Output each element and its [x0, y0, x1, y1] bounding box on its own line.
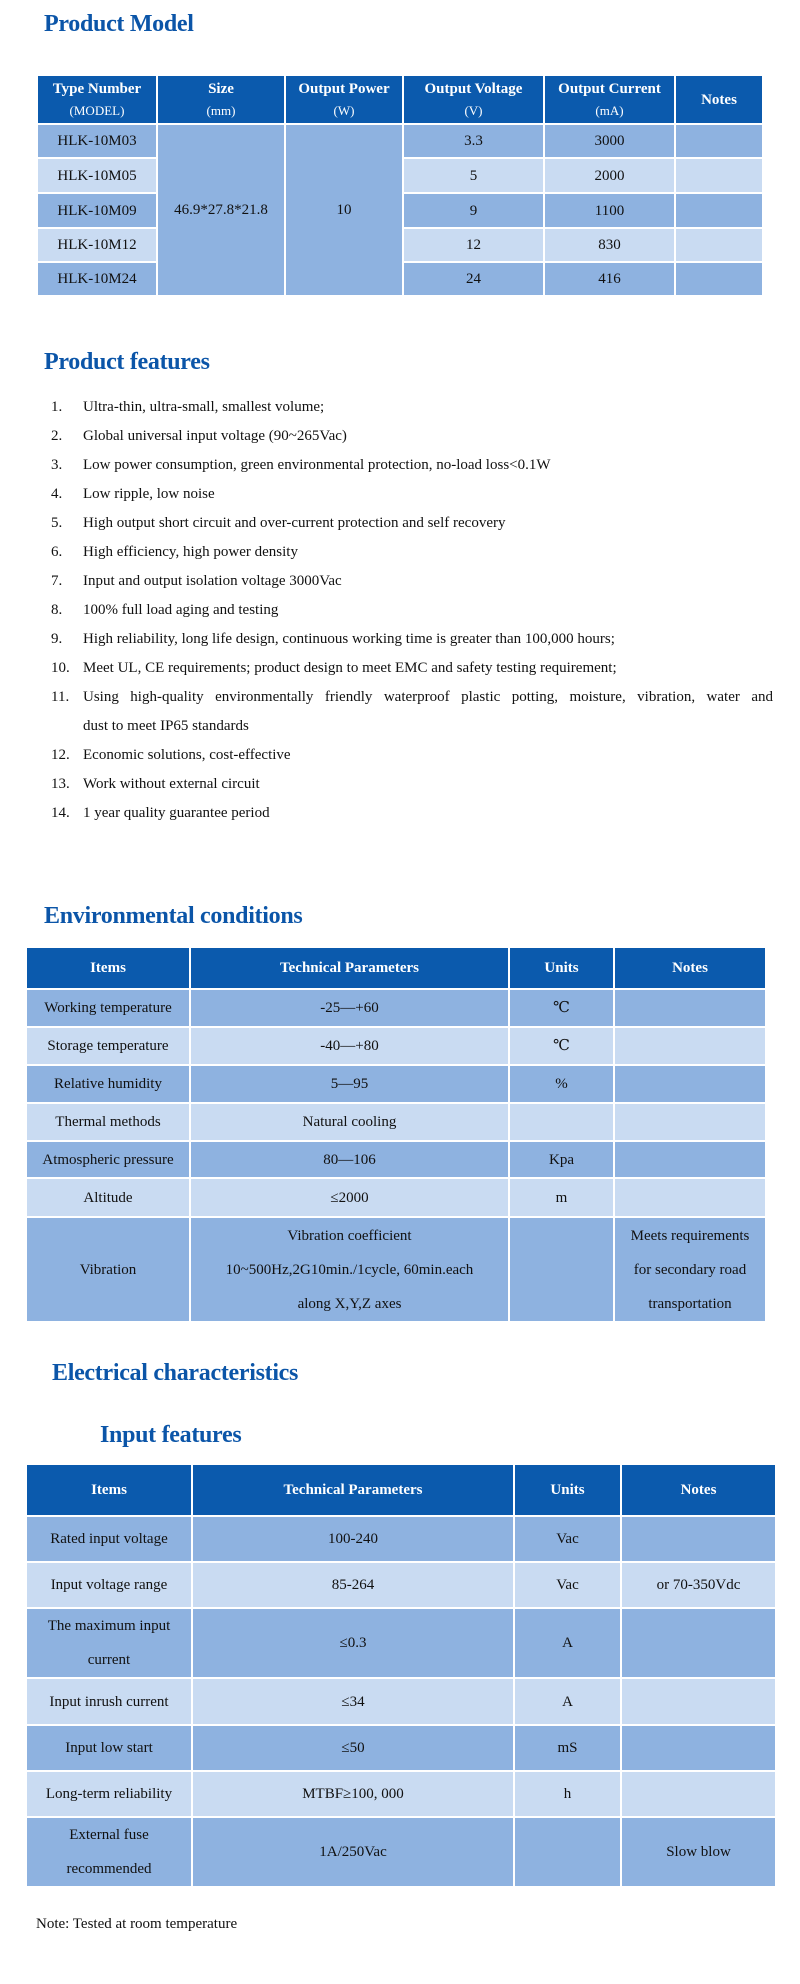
- header-label: Output Power: [298, 80, 390, 97]
- item-cell: [26, 1217, 190, 1322]
- feature-number: 8.: [51, 602, 63, 618]
- table-header-cell: [37, 75, 157, 124]
- model-cell: [37, 228, 157, 262]
- table-header-cell: [544, 75, 675, 124]
- unit-cell: [509, 989, 614, 1027]
- cell-text: ℃: [553, 1000, 570, 1016]
- cell-text: 46.9*27.8*21.8: [174, 202, 268, 218]
- cell-text: Working temperature: [44, 1000, 172, 1016]
- notes-cell: [614, 1103, 766, 1141]
- item-cell: [26, 1608, 192, 1678]
- item-cell: [26, 1562, 192, 1608]
- model-cell: [37, 193, 157, 228]
- cell-text: Items: [90, 960, 126, 976]
- notes-cell: [675, 193, 763, 228]
- table-header-cell: [675, 75, 763, 124]
- size-cell: [157, 124, 285, 296]
- header-label: Output Current: [558, 80, 661, 97]
- cell-text: -25—+60: [320, 1000, 379, 1016]
- parameter-cell: [190, 1027, 509, 1065]
- cell-text: transportation: [648, 1295, 732, 1312]
- item-cell: [26, 1178, 190, 1217]
- voltage-cell: [403, 262, 544, 296]
- item-cell: [26, 1516, 192, 1562]
- notes-cell: [614, 1065, 766, 1103]
- unit-cell: [509, 1027, 614, 1065]
- cell-text: mS: [557, 1740, 578, 1756]
- cell-text: Storage temperature: [47, 1038, 169, 1054]
- table-header-cell: [26, 1464, 192, 1516]
- cell-text: HLK-10M03: [57, 133, 137, 149]
- cell-text: HLK-10M05: [57, 167, 137, 184]
- cell-text: Vibration: [79, 1261, 137, 1278]
- cell-text: current: [87, 1652, 131, 1668]
- notes-cell: [621, 1608, 776, 1678]
- cell-text: HLK-10M24: [57, 271, 137, 287]
- item-cell: [26, 1103, 190, 1141]
- cell-text: 416: [598, 271, 621, 287]
- cell-text: Kpa: [549, 1151, 574, 1168]
- cell-text: Notes: [680, 1482, 717, 1498]
- cell-text: 85-264: [331, 1577, 375, 1593]
- cell-text: A: [562, 1693, 573, 1710]
- item-cell: [26, 1678, 192, 1725]
- unit-cell: [514, 1678, 621, 1725]
- feature-text: Meet UL, CE requirements; product design to meet EMC and safety testing requirement;: [83, 660, 617, 676]
- cell-text: 12: [466, 237, 481, 253]
- cell-text: Vibration coefficient: [287, 1227, 412, 1244]
- cell-text: HLK-10M09: [57, 202, 137, 219]
- parameter-cell: [190, 1065, 509, 1103]
- subsection-title-input-features: Input features: [100, 1422, 242, 1448]
- feature-text: Global universal input voltage (90~265Vac): [83, 428, 347, 444]
- notes-cell: [614, 1141, 766, 1178]
- cell-text: ≤34: [341, 1693, 365, 1710]
- header-unit: (V): [464, 102, 483, 118]
- cell-text: Thermal methods: [55, 1114, 161, 1130]
- cell-text: Altitude: [83, 1189, 133, 1206]
- voltage-cell: [403, 228, 544, 262]
- feature-number: 2.: [51, 428, 63, 444]
- cell-text: Units: [550, 1482, 585, 1498]
- model-cell: [37, 124, 157, 158]
- feature-number: 3.: [51, 457, 63, 473]
- unit-cell: [509, 1141, 614, 1178]
- item-cell: [26, 1027, 190, 1065]
- section-title-product-features: Product features: [44, 349, 210, 375]
- cell-text: A: [562, 1635, 573, 1651]
- table-header-cell: [403, 75, 544, 124]
- parameter-cell: [190, 1141, 509, 1178]
- cell-text: m: [555, 1189, 568, 1206]
- feature-number: 9.: [51, 631, 63, 647]
- footnote: Note: Tested at room temperature: [36, 1916, 238, 1932]
- cell-text: recommended: [66, 1861, 152, 1877]
- unit-cell: [514, 1771, 621, 1817]
- cell-text: MTBF≥100, 000: [302, 1786, 404, 1802]
- notes-cell: [621, 1516, 776, 1562]
- cell-text: %: [555, 1076, 568, 1092]
- header-unit: (W): [333, 102, 355, 118]
- unit-cell: [514, 1608, 621, 1678]
- cell-text: -40—+80: [320, 1038, 379, 1054]
- current-cell: [544, 193, 675, 228]
- cell-text: 3.3: [464, 133, 483, 149]
- cell-text: 24: [466, 271, 481, 287]
- header-unit: (mm): [206, 102, 236, 118]
- notes-cell: [675, 124, 763, 158]
- table-header-cell: [190, 947, 509, 989]
- cell-text: Relative humidity: [54, 1076, 162, 1092]
- feature-text: Using high-quality environmentally friendly waterproof plastic potting, moisture, vibration, water and: [83, 689, 773, 705]
- model-cell: [37, 158, 157, 193]
- feature-text: dust to meet IP65 standards: [83, 718, 249, 734]
- feature-number: 12.: [51, 747, 70, 763]
- unit-cell: [509, 1103, 614, 1141]
- header-label: Notes: [701, 91, 737, 108]
- current-cell: [544, 262, 675, 296]
- notes-cell: [621, 1678, 776, 1725]
- unit-cell: [514, 1562, 621, 1608]
- notes-cell: [621, 1771, 776, 1817]
- cell-text: HLK-10M12: [57, 237, 137, 253]
- feature-number: 11.: [51, 689, 70, 705]
- feature-text: High output short circuit and over-current protection and self recovery: [83, 515, 506, 531]
- cell-text: 5: [469, 167, 478, 184]
- voltage-cell: [403, 193, 544, 228]
- notes-cell: [614, 1027, 766, 1065]
- table-header-cell: [509, 947, 614, 989]
- section-title-product-model: Product Model: [44, 11, 194, 37]
- feature-text: Ultra-thin, ultra-small, smallest volume;: [83, 399, 325, 415]
- cell-text: along X,Y,Z axes: [297, 1295, 402, 1312]
- cell-text: 10: [336, 202, 352, 218]
- table-header-cell: [514, 1464, 621, 1516]
- unit-cell: [514, 1725, 621, 1771]
- cell-text: Items: [91, 1482, 127, 1498]
- feature-number: 5.: [51, 515, 63, 531]
- notes-cell: [675, 158, 763, 193]
- unit-cell: [514, 1516, 621, 1562]
- feature-text: Low power consumption, green environmental protection, no-load loss<0.1W: [83, 457, 551, 473]
- feature-number: 13.: [51, 776, 70, 792]
- table-header-cell: [192, 1464, 514, 1516]
- feature-text: High efficiency, high power density: [83, 544, 298, 560]
- parameter-cell: [192, 1562, 514, 1608]
- header-label: Type Number: [52, 80, 142, 97]
- cell-text: 100-240: [328, 1531, 378, 1547]
- cell-text: Atmospheric pressure: [42, 1151, 174, 1168]
- item-cell: [26, 1141, 190, 1178]
- header-label: Output Voltage: [424, 80, 523, 97]
- table-header-cell: [621, 1464, 776, 1516]
- cell-text: Units: [544, 960, 579, 976]
- feature-text: Low ripple, low noise: [83, 486, 215, 502]
- cell-text: Natural cooling: [302, 1114, 397, 1130]
- parameter-cell: [192, 1678, 514, 1725]
- parameter-cell: [192, 1771, 514, 1817]
- feature-number: 6.: [51, 544, 63, 560]
- cell-text: 9: [469, 202, 478, 219]
- item-cell: [26, 1817, 192, 1887]
- header-label: Size: [208, 80, 234, 97]
- table-header-cell: [26, 947, 190, 989]
- parameter-cell: [190, 1178, 509, 1217]
- cell-text: 1A/250Vac: [319, 1844, 387, 1860]
- feature-number: 10.: [51, 660, 70, 676]
- unit-cell: [509, 1178, 614, 1217]
- notes-cell: [621, 1817, 776, 1887]
- table-header-cell: [157, 75, 285, 124]
- cell-text: Slow blow: [666, 1844, 731, 1860]
- cell-text: Input inrush current: [49, 1693, 169, 1710]
- cell-text: 10~500Hz,2G10min./1cycle, 60min.each: [225, 1261, 474, 1278]
- cell-text: Long-term reliability: [45, 1786, 173, 1802]
- model-cell: [37, 262, 157, 296]
- parameter-cell: [190, 989, 509, 1027]
- cell-text: Rated input voltage: [50, 1531, 168, 1547]
- cell-text: Technical Parameters: [283, 1482, 423, 1498]
- feature-number: 7.: [51, 573, 63, 589]
- header-unit: (mA): [595, 102, 624, 118]
- current-cell: [544, 158, 675, 193]
- parameter-cell: [192, 1608, 514, 1678]
- cell-text: 830: [598, 237, 621, 253]
- feature-text: 1 year quality guarantee period: [83, 805, 270, 821]
- power-cell: [285, 124, 403, 296]
- cell-text: h: [563, 1786, 572, 1802]
- cell-text: Meets requirements: [630, 1227, 750, 1244]
- feature-number: 1.: [51, 399, 63, 415]
- notes-cell: [621, 1562, 776, 1608]
- section-title-electrical-characteristics: Electrical characteristics: [52, 1360, 299, 1386]
- cell-text: Input voltage range: [50, 1577, 168, 1593]
- notes-cell: [675, 262, 763, 296]
- cell-text: 2000: [594, 167, 625, 184]
- cell-text: or 70-350Vdc: [656, 1577, 741, 1593]
- cell-text: 3000: [594, 133, 625, 149]
- current-cell: [544, 228, 675, 262]
- cell-text: Vac: [556, 1577, 579, 1593]
- cell-text: ≤50: [341, 1740, 365, 1756]
- cell-text: ≤0.3: [339, 1635, 367, 1651]
- voltage-cell: [403, 158, 544, 193]
- feature-text: Work without external circuit: [83, 776, 260, 792]
- cell-text: Technical Parameters: [280, 960, 419, 976]
- feature-number: 4.: [51, 486, 63, 502]
- section-title-environmental-conditions: Environmental conditions: [44, 903, 303, 929]
- cell-text: External fuse: [69, 1827, 149, 1843]
- item-cell: [26, 1065, 190, 1103]
- cell-text: ≤2000: [330, 1189, 369, 1206]
- feature-text: High reliability, long life design, continuous working time is greater than 100,000 hours;: [83, 631, 615, 647]
- item-cell: [26, 1771, 192, 1817]
- notes-cell: [614, 989, 766, 1027]
- cell-text: 80—106: [323, 1151, 376, 1168]
- notes-cell: [621, 1725, 776, 1771]
- cell-text: 5—95: [330, 1076, 369, 1092]
- cell-text: Input low start: [65, 1740, 153, 1756]
- cell-text: Vac: [556, 1531, 579, 1547]
- item-cell: [26, 1725, 192, 1771]
- feature-text: Economic solutions, cost-effective: [83, 747, 291, 763]
- cell-text: for secondary road: [633, 1261, 747, 1278]
- item-cell: [26, 989, 190, 1027]
- parameter-cell: [192, 1516, 514, 1562]
- unit-cell: [509, 1065, 614, 1103]
- current-cell: [544, 124, 675, 158]
- cell-text: ℃: [553, 1038, 570, 1054]
- cell-text: Notes: [672, 960, 708, 976]
- header-unit: (MODEL): [69, 102, 125, 118]
- parameter-cell: [192, 1817, 514, 1887]
- parameter-cell: [192, 1725, 514, 1771]
- table-header-cell: [614, 947, 766, 989]
- unit-cell: [509, 1217, 614, 1322]
- notes-cell: [614, 1178, 766, 1217]
- notes-cell: [675, 228, 763, 262]
- parameter-cell: [190, 1217, 509, 1322]
- feature-text: Input and output isolation voltage 3000Vac: [83, 573, 342, 589]
- feature-number: 14.: [51, 805, 70, 821]
- cell-text: The maximum input: [47, 1618, 171, 1634]
- unit-cell: [514, 1817, 621, 1887]
- voltage-cell: [403, 124, 544, 158]
- feature-text: 100% full load aging and testing: [83, 602, 279, 618]
- parameter-cell: [190, 1103, 509, 1141]
- cell-text: 1100: [594, 202, 625, 219]
- notes-cell: [614, 1217, 766, 1322]
- table-header-cell: [285, 75, 403, 124]
